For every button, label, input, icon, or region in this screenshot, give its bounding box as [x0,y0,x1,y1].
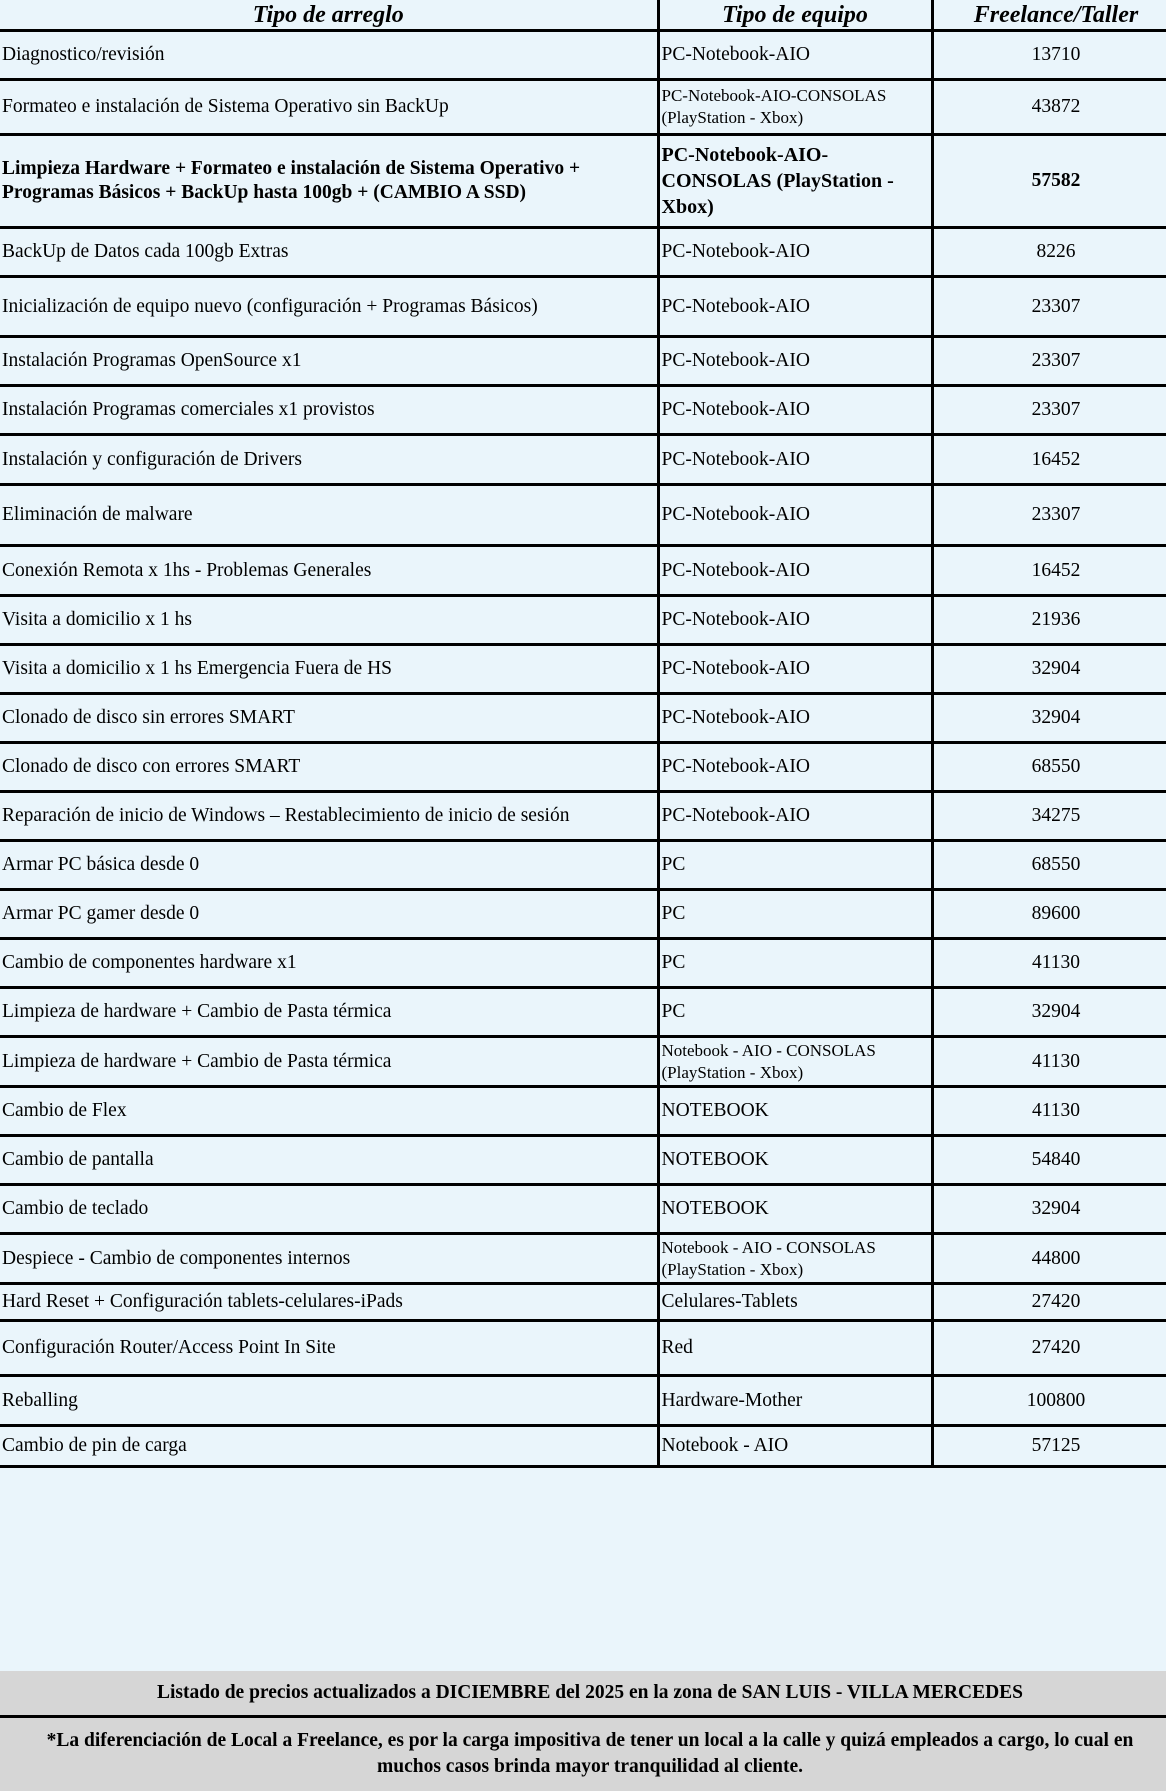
cell-arreglo: BackUp de Datos cada 100gb Extras [0,228,658,277]
cell-arreglo: Instalación Programas OpenSource x1 [0,337,658,386]
cell-arreglo: Cambio de teclado [0,1185,658,1234]
table-row [0,1234,1166,1284]
cell-arreglo: Instalación y configuración de Drivers [0,435,658,485]
cell-arreglo: Despiece - Cambio de componentes internos [0,1234,658,1284]
cell-equipo: NOTEBOOK [658,1185,932,1234]
cell-equipo: PC-Notebook-AIO [658,596,932,645]
table-row [0,1136,1166,1185]
cell-equipo: Notebook - AIO [658,1426,932,1467]
header-freelance-taller: Freelance/Taller [932,0,1166,31]
table-row [0,841,1166,890]
table-row [0,485,1166,546]
cell-arreglo: Limpieza de hardware + Cambio de Pasta térmica [0,1037,658,1087]
cell-equipo: PC [658,841,932,890]
cell-precio: 54840 [932,1136,1166,1185]
table-row [0,939,1166,988]
cell-equipo: PC-Notebook-AIO [658,743,932,792]
table-row [0,743,1166,792]
table-row [0,277,1166,337]
cell-equipo: PC-Notebook-AIO [658,277,932,337]
cell-precio: 57125 [932,1426,1166,1467]
cell-arreglo: Clonado de disco con errores SMART [0,743,658,792]
cell-arreglo: Clonado de disco sin errores SMART [0,694,658,743]
cell-equipo: PC-Notebook-AIO-CONSOLAS (PlayStation - Xbox) [658,135,932,228]
cell-arreglo: Diagnostico/revisión [0,31,658,80]
cell-precio: 13710 [932,31,1166,80]
cell-arreglo: Armar PC gamer desde 0 [0,890,658,939]
cell-precio: 44800 [932,1234,1166,1284]
cell-arreglo: Eliminación de malware [0,485,658,546]
table-row [0,546,1166,596]
cell-arreglo: Visita a domicilio x 1 hs [0,596,658,645]
cell-precio: 89600 [932,890,1166,939]
disclaimer-note [0,1718,1166,1791]
cell-arreglo: Cambio de Flex [0,1087,658,1136]
cell-arreglo: Limpieza de hardware + Cambio de Pasta térmica [0,988,658,1037]
cell-equipo: Notebook - AIO - CONSOLAS (PlayStation - Xbox) [658,1037,932,1087]
cell-arreglo: Cambio de pin de carga [0,1426,658,1467]
table-row [0,890,1166,939]
cell-precio: 23307 [932,277,1166,337]
table-row [0,1426,1166,1467]
table-row [0,337,1166,386]
cell-equipo: PC [658,939,932,988]
cell-equipo: Red [658,1321,932,1376]
cell-arreglo: Limpieza Hardware + Formateo e instalación de Sistema Operativo + Programas Básicos + BackUp hasta 100gb + (CAMBIO A SSD) [0,135,658,228]
cell-equipo: PC-Notebook-AIO [658,386,932,435]
cell-arreglo: Visita a domicilio x 1 hs Emergencia Fuera de HS [0,645,658,694]
cell-equipo: PC [658,988,932,1037]
price-update-note: Listado de precios actualizados a DICIEMBRE del 2025 en la zona de SAN LUIS - VILLA MERCEDES [0,1671,1166,1718]
table-row [0,596,1166,645]
cell-equipo: PC-Notebook-AIO [658,645,932,694]
cell-equipo: PC-Notebook-AIO [658,435,932,485]
cell-precio: 23307 [932,386,1166,435]
header-tipo-equipo: Tipo de equipo [658,0,932,31]
cell-equipo: PC-Notebook-AIO [658,337,932,386]
table-row [0,792,1166,841]
cell-equipo: PC-Notebook-AIO [658,485,932,546]
cell-equipo: PC-Notebook-AIO [658,228,932,277]
table-row [0,31,1166,80]
cell-precio: 43872 [932,80,1166,135]
cell-equipo: PC-Notebook-AIO [658,694,932,743]
table-row [0,1376,1166,1426]
table-row [0,988,1166,1037]
cell-arreglo: Instalación Programas comerciales x1 provistos [0,386,658,435]
cell-precio: 68550 [932,841,1166,890]
cell-precio: 16452 [932,435,1166,485]
cell-equipo: Notebook - AIO - CONSOLAS (PlayStation - Xbox) [658,1234,932,1284]
disclaimer-line-2: muchos casos brinda mayor tranquilidad al cliente. [377,1756,803,1777]
table-row [0,80,1166,135]
cell-precio: 68550 [932,743,1166,792]
cell-precio: 32904 [932,988,1166,1037]
cell-precio: 57582 [932,135,1166,228]
table-row [0,1185,1166,1234]
cell-equipo: PC-Notebook-AIO [658,546,932,596]
cell-precio: 32904 [932,1185,1166,1234]
cell-precio: 41130 [932,1087,1166,1136]
cell-arreglo: Cambio de componentes hardware x1 [0,939,658,988]
table-row-highlighted [0,135,1166,228]
cell-precio: 34275 [932,792,1166,841]
cell-precio: 100800 [932,1376,1166,1426]
table-row [0,386,1166,435]
cell-equipo: NOTEBOOK [658,1136,932,1185]
cell-equipo: PC [658,890,932,939]
table-row [0,645,1166,694]
cell-precio: 27420 [932,1321,1166,1376]
cell-arreglo: Formateo e instalación de Sistema Operativo sin BackUp [0,80,658,135]
cell-arreglo: Reparación de inicio de Windows – Restablecimiento de inicio de sesión [0,792,658,841]
header-tipo-arreglo: Tipo de arreglo [0,0,658,31]
cell-arreglo: Armar PC básica desde 0 [0,841,658,890]
cell-arreglo: Hard Reset + Configuración tablets-celulares-iPads [0,1284,658,1321]
cell-equipo: Hardware-Mother [658,1376,932,1426]
cell-precio: 27420 [932,1284,1166,1321]
disclaimer-line-1: *La diferenciación de Local a Freelance, es por la carga impositiva de tener un local a la calle y quizá empleados a cargo, lo cual en [46,1730,1134,1751]
table-row [0,1284,1166,1321]
table-row [0,1037,1166,1087]
cell-arreglo: Inicialización de equipo nuevo (configuración + Programas Básicos) [0,277,658,337]
cell-equipo: PC-Notebook-AIO [658,31,932,80]
table-row [0,228,1166,277]
cell-equipo: PC-Notebook-AIO [658,792,932,841]
cell-arreglo: Reballing [0,1376,658,1426]
cell-precio: 23307 [932,485,1166,546]
cell-equipo: Celulares-Tablets [658,1284,932,1321]
cell-precio: 8226 [932,228,1166,277]
cell-arreglo: Cambio de pantalla [0,1136,658,1185]
cell-precio: 32904 [932,645,1166,694]
cell-arreglo: Conexión Remota x 1hs - Problemas Generales [0,546,658,596]
table-row [0,1087,1166,1136]
table-row [0,1321,1166,1376]
table-row [0,694,1166,743]
cell-precio: 41130 [932,1037,1166,1087]
table-row [0,435,1166,485]
cell-equipo: NOTEBOOK [658,1087,932,1136]
table-header-row [0,0,1166,31]
cell-precio: 32904 [932,694,1166,743]
cell-precio: 41130 [932,939,1166,988]
cell-precio: 21936 [932,596,1166,645]
cell-precio: 16452 [932,546,1166,596]
cell-equipo: PC-Notebook-AIO-CONSOLAS (PlayStation - Xbox) [658,80,932,135]
cell-precio: 23307 [932,337,1166,386]
cell-arreglo: Configuración Router/Access Point In Site [0,1321,658,1376]
